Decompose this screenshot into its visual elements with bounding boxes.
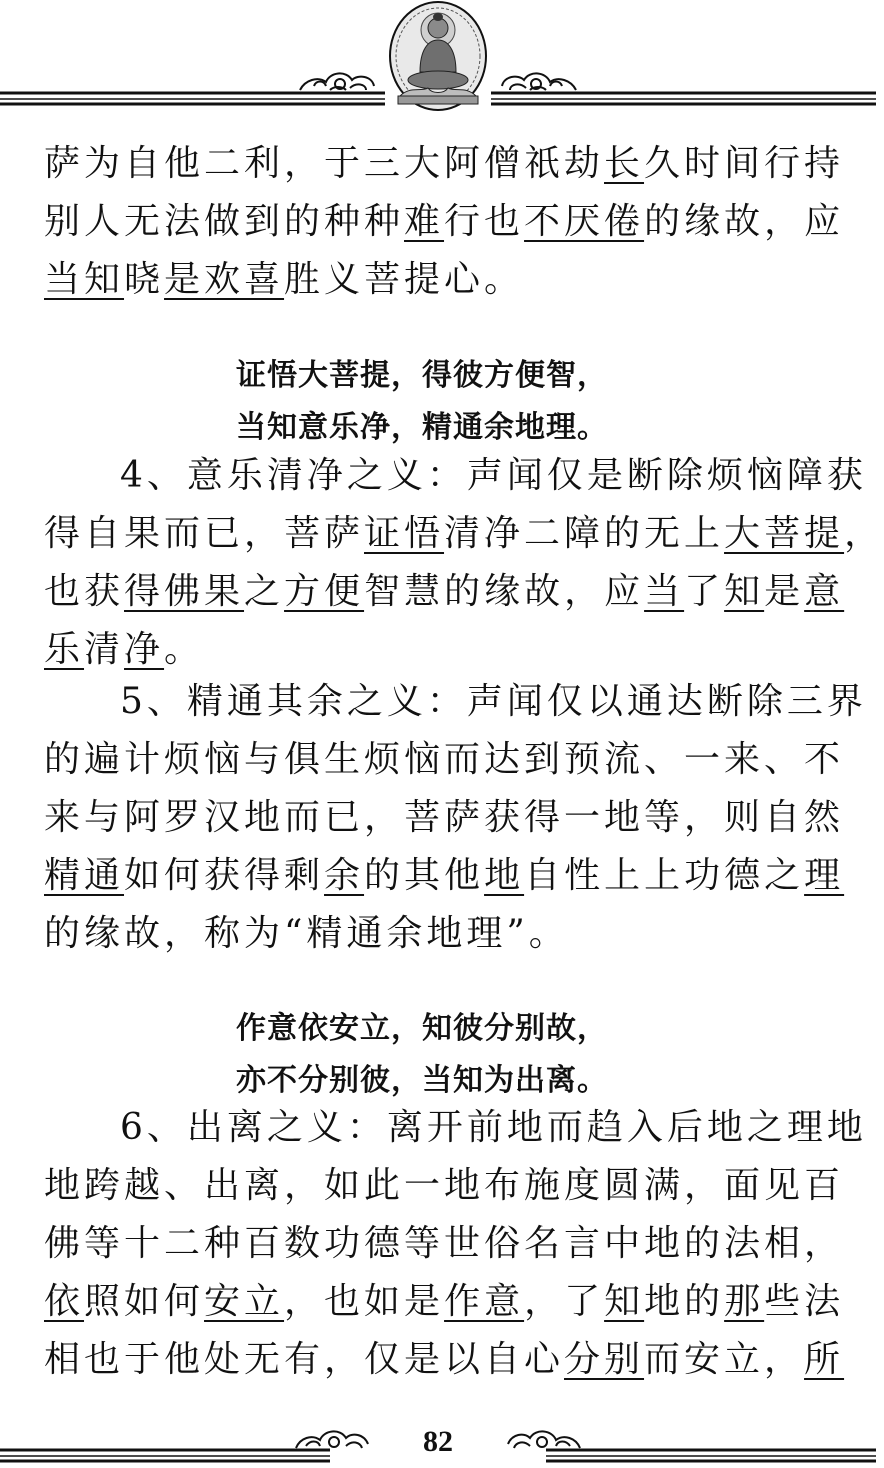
text-line xyxy=(44,673,867,731)
text-run: 晓 xyxy=(124,259,165,300)
text-run: 胜义菩提心。 xyxy=(284,259,525,300)
underlined-term: 地 xyxy=(484,855,525,896)
underlined-term: 意 xyxy=(804,571,845,612)
text-run: 如何获得剩 xyxy=(124,855,325,896)
underlined-term: 乐 xyxy=(44,629,85,670)
text-run: 萨为自他二利，于三大阿僧祇劫 xyxy=(44,143,605,184)
text-run: 地的 xyxy=(644,1281,725,1322)
underlined-term: 当 xyxy=(644,571,685,612)
verse-line: 证悟大菩提，得彼方便智， xyxy=(236,358,608,393)
paragraph-2 xyxy=(44,447,884,679)
text-run: 5、精通其余之义：声闻仅以通达断除三界 xyxy=(120,681,867,722)
paragraph-3 xyxy=(44,673,867,963)
text-run: 的缘故，称为“精通余地理”。 xyxy=(44,913,569,954)
text-line xyxy=(44,731,845,789)
text-line xyxy=(44,905,834,963)
underlined-term: 长 xyxy=(604,143,645,184)
underlined-term: 安立 xyxy=(204,1281,285,1322)
underlined-term: 得佛果 xyxy=(124,571,245,612)
text-run: 智慧的缘故，应 xyxy=(364,571,645,612)
page-header xyxy=(0,0,876,112)
text-run: 而安立， xyxy=(644,1339,805,1380)
text-run: ，了 xyxy=(524,1281,605,1322)
text-line xyxy=(44,135,845,193)
text-line xyxy=(44,1215,845,1273)
underlined-term: 不厌倦 xyxy=(524,201,645,242)
verse-2 xyxy=(236,1003,796,1107)
underlined-term: 知 xyxy=(724,571,765,612)
cloud-scroll-left-icon xyxy=(300,73,374,90)
buddha-icon xyxy=(390,2,486,110)
text-line xyxy=(44,447,867,505)
underlined-term: 分别 xyxy=(564,1339,645,1380)
text-run: 的遍计烦恼与俱生烦恼而达到预流、一来、不 xyxy=(44,739,845,780)
text-line xyxy=(44,789,845,847)
text-run: 清净二障的无上 xyxy=(444,513,725,554)
text-run: 自性上上功德之 xyxy=(524,855,805,896)
text-line xyxy=(44,1099,867,1157)
underlined-term: 精通 xyxy=(44,855,125,896)
text-run: 6、出离之义：离开前地而趋入后地之理地 xyxy=(120,1107,867,1148)
text-run: ， xyxy=(844,513,884,554)
text-run: 清 xyxy=(84,629,125,670)
underlined-term: 作意 xyxy=(444,1281,525,1322)
text-run: 行也 xyxy=(444,201,525,242)
underlined-term: 大菩提 xyxy=(724,513,845,554)
underlined-term: 难 xyxy=(404,201,445,242)
underlined-term: 知 xyxy=(604,1281,645,1322)
verse-line: 当知意乐净，精通余地理。 xyxy=(236,410,608,445)
verse-1 xyxy=(236,350,796,454)
text-run: 也获 xyxy=(44,571,125,612)
text-run: 别人无法做到的种种 xyxy=(44,201,405,242)
underlined-term: 那 xyxy=(724,1281,765,1322)
text-run: 来与阿罗汉地而已，菩萨获得一地等，则自然 xyxy=(44,797,845,838)
text-line xyxy=(44,193,845,251)
text-line xyxy=(44,251,834,309)
underlined-term: 余 xyxy=(324,855,365,896)
text-run: 的缘故，应 xyxy=(644,201,845,242)
verse-line: 亦不分别彼，当知为出离。 xyxy=(236,1063,608,1098)
buddha-header-ornament xyxy=(0,0,876,112)
text-run: 地跨越、出离，如此一地布施度圆满，面见百 xyxy=(44,1165,845,1206)
paragraph-4 xyxy=(44,1099,867,1389)
text-line xyxy=(44,1157,845,1215)
underlined-term: 所 xyxy=(804,1339,845,1380)
text-run: 是 xyxy=(764,571,805,612)
page-number: 82 xyxy=(423,1425,453,1458)
underlined-term: 依 xyxy=(44,1281,85,1322)
text-line xyxy=(44,847,845,905)
text-run: 了 xyxy=(684,571,725,612)
text-run: 。 xyxy=(164,629,205,670)
underlined-term: 方便 xyxy=(284,571,365,612)
paragraph-1 xyxy=(44,135,845,309)
text-run: 4、意乐清净之义：声闻仅是断除烦恼障获 xyxy=(120,455,867,496)
text-run: 得自果而已，菩萨 xyxy=(44,513,365,554)
text-run: 之 xyxy=(244,571,285,612)
cloud-scroll-right-icon xyxy=(502,73,576,90)
verse-line: 作意依安立，知彼分别故， xyxy=(236,1011,608,1046)
text-run: 照如何 xyxy=(84,1281,205,1322)
text-line xyxy=(44,563,845,621)
text-run: 久时间行持 xyxy=(644,143,845,184)
underlined-term: 理 xyxy=(804,855,845,896)
underlined-term: 证悟 xyxy=(364,513,445,554)
text-line xyxy=(44,621,834,679)
text-line xyxy=(44,505,884,563)
underlined-term: 当知 xyxy=(44,259,125,300)
text-run: 些法 xyxy=(764,1281,845,1322)
text-run: 佛等十二种百数功德等世俗名言中地的法相， xyxy=(44,1223,845,1264)
text-run: ，也如是 xyxy=(284,1281,445,1322)
text-run: 相也于他处无有，仅是以自心 xyxy=(44,1339,565,1380)
text-line xyxy=(44,1273,845,1331)
text-line xyxy=(44,1331,845,1389)
underlined-term: 净 xyxy=(124,629,165,670)
text-run: 的其他 xyxy=(364,855,485,896)
underlined-term: 是欢喜 xyxy=(164,259,285,300)
